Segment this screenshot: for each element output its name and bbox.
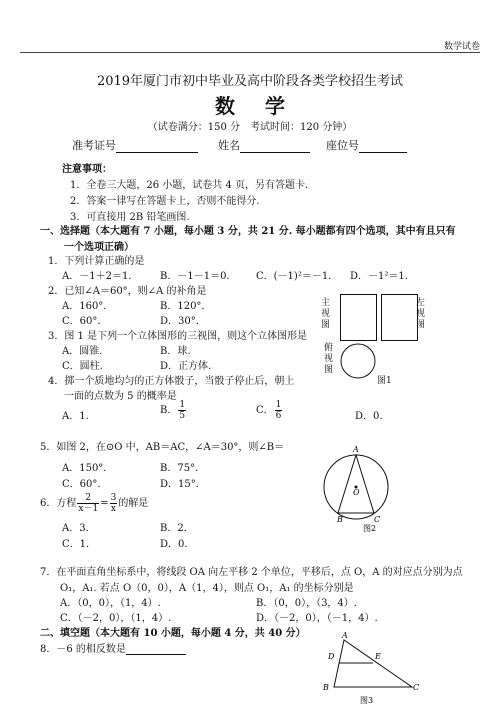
q4-c-numerator: 1 <box>275 400 282 410</box>
q3-option-b: B．球. <box>160 346 191 357</box>
q3-option-c: C．圆柱. <box>62 361 103 372</box>
fig1-left-view <box>381 294 418 341</box>
fig1-caption: 图1 <box>377 376 392 386</box>
q6-suffix: 的解是 <box>118 498 149 509</box>
fig3-label-b: B <box>323 683 329 692</box>
section1-heading-cont: 一个选项正确） <box>64 242 134 253</box>
q4-option-a: A．1. <box>62 411 89 422</box>
q3-option-a: A．圆锥. <box>62 346 103 357</box>
fig1-top-view <box>338 341 378 381</box>
q4-c-denominator: 6 <box>275 411 282 421</box>
q4-option-c-fraction <box>275 400 283 421</box>
q6-right-num: 3 <box>110 493 117 503</box>
fig1-top-label: 俯视图 <box>324 343 334 375</box>
q2-option-b: B．120°． <box>160 301 212 312</box>
fig3-caption: 图3 <box>360 696 374 705</box>
q6-right-den: x <box>110 504 116 514</box>
fig1-left-label: 左视图 <box>416 298 426 330</box>
fig2-label-o: O <box>353 488 360 497</box>
q6-prefix: 6．方程 <box>40 498 77 509</box>
q4-stem-line2: 一面的点数为 5 的概率是 <box>64 391 177 402</box>
q2-option-d: D．30°． <box>160 316 206 327</box>
q7-option-c: C．（－2，0），（1，4）. <box>60 613 172 624</box>
header-label: 数学试卷 <box>443 42 480 52</box>
name-field <box>218 137 310 153</box>
fig2-label-c: C <box>374 515 381 524</box>
q6-left-num: 2 <box>77 493 99 504</box>
exam-info: （试卷满分：150 分 考试时间：120 分钟） <box>147 122 353 133</box>
q5-stem: 5．如图 2，在⊙O 中，AB＝AC，∠A＝30°，则∠B＝ <box>40 442 285 453</box>
seat-label: 座位号 <box>326 139 359 152</box>
fig3-label-a: A <box>342 631 348 640</box>
name-label: 姓名 <box>218 139 240 152</box>
header-divider <box>20 52 480 53</box>
q6-option-d: D．0． <box>160 539 195 550</box>
fig1-front-label: 主视图 <box>321 298 331 330</box>
q7-line1: 7．在平面直角坐标系中，将线段 OA 向左平移 2 个单位，平移后，点 O，A 的对应点分别为点 <box>40 567 463 578</box>
q2-option-a: A．160°． <box>62 301 114 312</box>
q8-text: 8．－6 的相反数是 <box>40 644 126 655</box>
notes-heading: 注意事项： <box>62 164 112 175</box>
q1-option-a: A．－1＋2＝1. <box>62 271 132 282</box>
note-2: 2．答案一律写在答题卡上，否则不能得分. <box>70 196 260 207</box>
id-label: 准考证号 <box>72 139 116 152</box>
id-blank <box>116 140 198 153</box>
q1-stem: 1．下列计算正确的是 <box>48 256 145 267</box>
fig2-label-a: A <box>353 445 359 454</box>
note-1: 1．全卷三大题，26 小题，试卷共 4 页，另有答题卡. <box>70 180 309 191</box>
fig1-front-view <box>340 294 377 341</box>
name-blank <box>240 140 310 153</box>
q7-option-d: D．（－2，0），（－1，4）. <box>256 613 378 624</box>
q5-option-a: A．150°． <box>62 463 114 474</box>
q7-line2: O₁，A₁. 若点 O（0，0），A（1，4），则点 O₁，A₁ 的坐标分别是 <box>60 583 354 594</box>
seat-field <box>326 137 407 153</box>
q5-option-c: C．60°． <box>62 479 108 490</box>
q8-stem <box>40 640 186 655</box>
q4-b-denominator: 5 <box>179 411 186 421</box>
q6-option-a: A．3． <box>62 523 96 534</box>
fig2-label-b: B <box>337 515 343 524</box>
q1-option-c: C．(－1)²＝－1. <box>256 271 332 282</box>
q4-option-b-fraction <box>178 400 186 421</box>
section1-heading: 一、选择题（本大题有 7 小题，每小题 3 分，共 21 分. 每小题都有四个选项，其中有且只有 <box>40 226 456 237</box>
q6-equals: = <box>100 498 109 509</box>
q7-option-b: B．（0，0），（3，4）. <box>256 598 357 609</box>
q6-option-b: B．2． <box>160 523 194 534</box>
fig2-caption: 图2 <box>363 524 377 532</box>
q1-option-d: D．－1²＝1. <box>350 271 408 282</box>
q4-b-numerator: 1 <box>179 400 186 410</box>
id-field <box>72 137 198 153</box>
section2-heading: 二、填空题（本大题有 10 小题，每小题 4 分，共 40 分） <box>40 628 306 639</box>
fig3-label-c: C <box>413 683 420 692</box>
q5-option-b: B．75°． <box>160 463 206 474</box>
q4-stem-line1: 4．掷一个质地均匀的正方体骰子，当骰子停止后，朝上 <box>48 376 295 387</box>
q4-option-d: D．0. <box>355 411 383 422</box>
q4-option-c-prefix: C． <box>256 405 274 416</box>
figure3 <box>318 630 428 706</box>
fig2-triangle <box>338 455 374 513</box>
q6-option-c: C．1． <box>62 539 97 550</box>
figure2 <box>318 442 398 532</box>
q3-stem: 3．图 1 是下列一个立体图形的三视图，则这个立体图形是 <box>48 331 308 342</box>
q8-answer-blank <box>126 642 186 655</box>
q2-option-c: C．60°． <box>62 316 108 327</box>
q6-left-fraction <box>77 493 99 514</box>
q4-option-b <box>160 400 187 421</box>
fig1-top-circle <box>341 344 375 378</box>
q3-option-d: D．正方体. <box>160 361 212 372</box>
q5-option-d: D．15°． <box>160 479 206 490</box>
q6-right-fraction <box>110 493 118 514</box>
fig3-label-d: D <box>328 652 335 661</box>
subject-title: 数学 <box>215 94 315 118</box>
q2-stem: 2．已知∠A＝60°，则∠A 的补角是 <box>48 286 207 297</box>
fig3-label-e: E <box>375 652 381 661</box>
q4-option-c <box>256 400 283 421</box>
q6-left-den: x－1 <box>78 504 99 514</box>
q1-option-b: B．－1－1＝0. <box>160 271 230 282</box>
exam-title: 2019年厦门市初中毕业及高中阶段各类学校招生考试 <box>96 74 404 89</box>
q6-stem <box>40 493 148 514</box>
note-3: 3．可直接用 2B 铅笔画图. <box>70 212 190 223</box>
seat-blank <box>359 140 407 153</box>
q4-option-b-prefix: B． <box>160 405 178 416</box>
q7-option-a: A．（0，0），（1，4）. <box>60 598 161 609</box>
